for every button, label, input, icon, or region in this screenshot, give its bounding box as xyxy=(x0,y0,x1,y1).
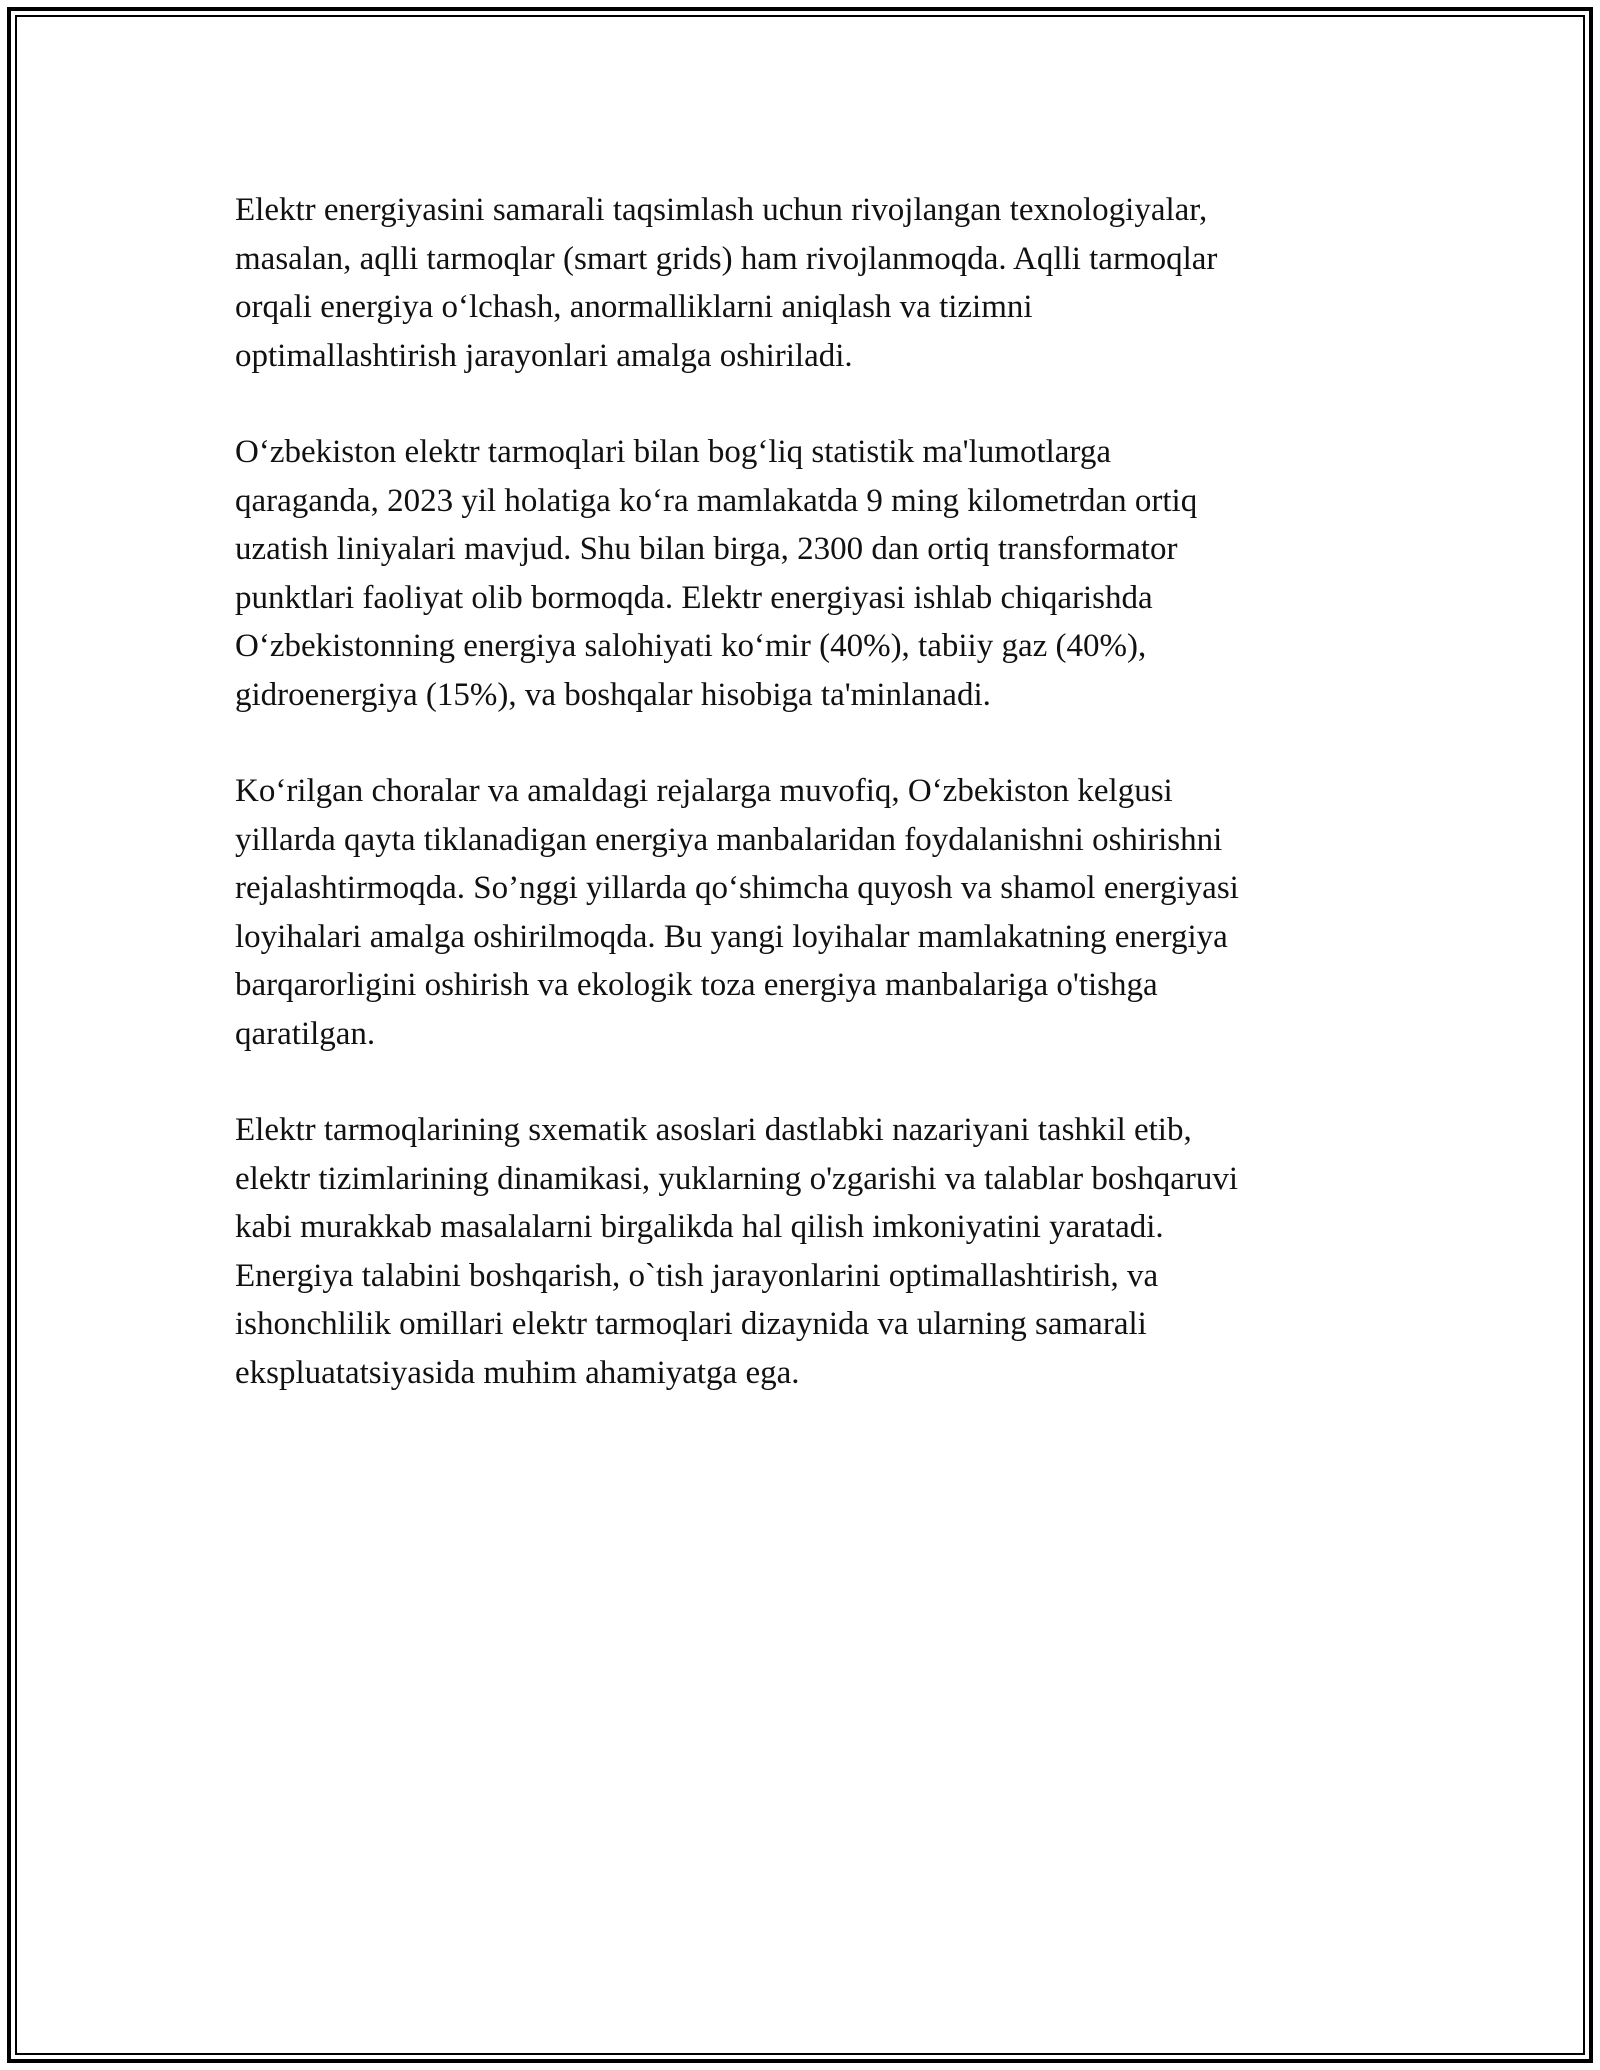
paragraph-smart-grids: Elektr energiyasini samarali taqsimlash uchun rivojlangan texnologiyalar, masalan, aqlli tarmoqlar (smart grids) ham rivojlanmoqda. Aqlli tarmoqlar orqali energiya o‘lchash, anormalliklarni aniqlash va tizimni optimallashtirish jarayonlari amalga oshiriladi. xyxy=(235,192,1218,374)
paragraph-uzbekistan-statistics: O‘zbekiston elektr tarmoqlari bilan bog‘liq statistik ma'lumotlarga qaraganda, 2023 yil holatiga ko‘ra mamlakatda 9 ming kilometrdan ortiq uzatish liniyalari mavjud. Shu bilan birga, 2300 dan ortiq transformator punktlari faoliyat olib bormoqda. Elektr energiyasi ishlab chiqarishda O‘zbekistonning energiya salohiyati ko‘mir (40%), tabiiy gaz (40%), gidroenergiya (15%), va boshqalar hisobiga ta'minlanadi. xyxy=(235,434,1198,713)
paragraph-renewable-plans: Ko‘rilgan choralar va amaldagi rejalarga muvofiq, O‘zbekiston kelgusi yillarda qayta tiklanadigan energiya manbalaridan foydalanishni oshirishni rejalashtirmoqda. So’nggi yillarda qo‘shimcha quyosh va shamol energiyasi loyihalari amalga oshirilmoqda. Bu yangi loyihalar mamlakatning energiya barqarorligini oshirish va ekologik toza energiya manbalariga o'tishga qaratilgan. xyxy=(235,773,1239,1052)
document-body xyxy=(235,186,1365,1445)
paragraph-schematic-foundations: Elektr tarmoqlarining sxematik asoslari dastlabki nazariyani tashkil etib, elektr tizimlarining dinamikasi, yuklarning o'zgarishi va talablar boshqaruvi kabi murakkab masalalarni birgalikda hal qilish imkoniyatini yaratadi. Energiya talabini boshqarish, o`tish jarayonlarini optimallashtirish, va ishonchlilik omillari elektr tarmoqlari dizaynida va ularning samarali ekspluatatsiyasida muhim ahamiyatga ega. xyxy=(235,1112,1239,1391)
